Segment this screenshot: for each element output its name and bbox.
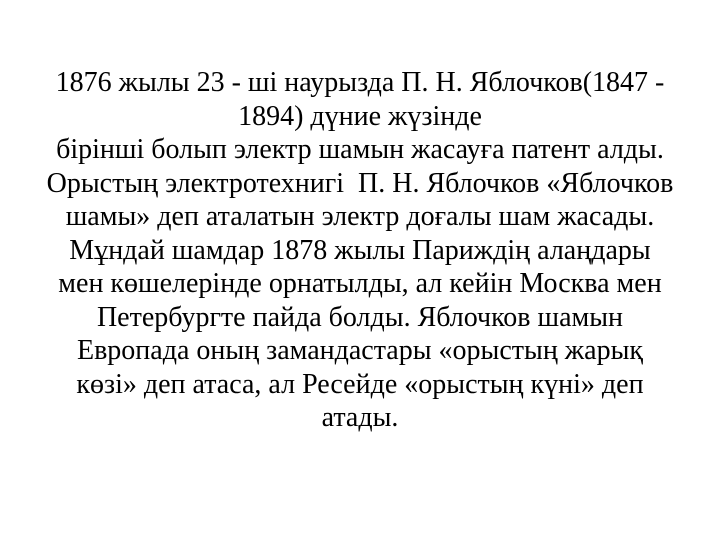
slide-text-line: көзі» деп атаса, ал Ресейде «орыстың күні» деп xyxy=(76,368,644,400)
slide-text-line: мен көшелерінде орнатылды, ал кейін Москва мен xyxy=(58,268,662,299)
slide-text-line: Орыстың электротехнигі П. Н. Яблочков «Яблочков xyxy=(46,167,674,199)
slide-text-line: Петербургте пайда болды. Яблочков шамын xyxy=(96,301,624,333)
slide-text-line: Мұндай шамдар 1878 жылы Париждің алаңдары xyxy=(69,234,651,266)
slide-text-block xyxy=(20,66,700,435)
slide-text-line: Европада оның замандастары «орыстың жарық xyxy=(76,335,643,366)
slide-text-line: 1876 жылы 23 - ші наурызда П. Н. Яблочков(1847 - xyxy=(55,67,665,98)
slide-text-line: атады. xyxy=(321,402,399,433)
slide-text-line: шамы» деп аталатын электр доғалы шам жасады. xyxy=(65,201,655,232)
slide-text-line: 1894) дүние жүзінде xyxy=(238,100,482,132)
slide-text-line: бірінші болып электр шамын жасауға патент алды. xyxy=(56,134,664,165)
